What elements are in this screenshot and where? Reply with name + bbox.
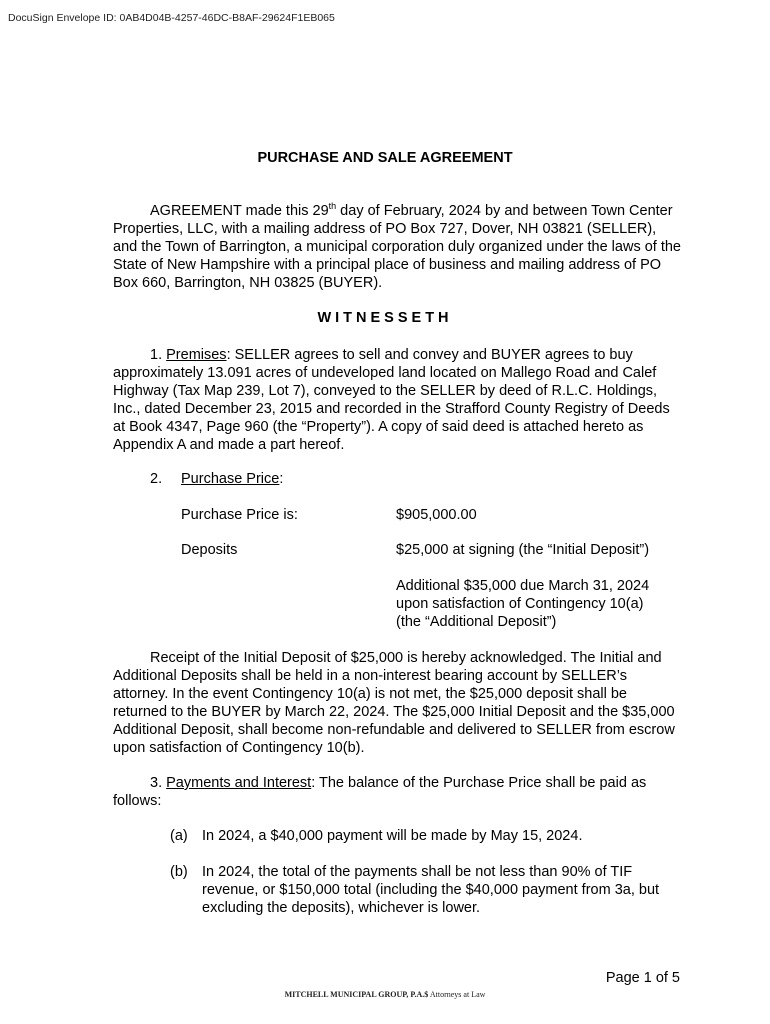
law-firm-footer xyxy=(0,990,770,999)
document-title: PURCHASE AND SALE AGREEMENT xyxy=(257,150,513,166)
list-item-b-text: In 2024, the total of the payments shall be not less than 90% of TIF revenue, or $150,000 total (including the $40,000 payment from 3a, but excluding the deposits), whichever is lower. xyxy=(202,864,660,916)
section-2-colon: : xyxy=(279,471,284,487)
deposit-initial: $25,000 at signing (the “Initial Deposit”) xyxy=(396,542,650,558)
firm-tagline: Attorneys at Law xyxy=(428,990,486,999)
deposit-additional-line-2: upon satisfaction of Contingency 10(a) xyxy=(396,596,644,612)
docusign-envelope-id: DocuSign Envelope ID: 0AB4D04B-4257-46DC-B8AF-29624F1EB065 xyxy=(8,12,335,24)
section-3-paragraph xyxy=(113,774,683,810)
deposit-additional-line-1: Additional $35,000 due March 31, 2024 xyxy=(396,578,650,594)
list-item-b-label: (b) xyxy=(170,864,188,880)
section-2-heading: Purchase Price xyxy=(181,471,280,487)
section-3-heading: Payments and Interest xyxy=(166,775,312,791)
list-item-a-text: In 2024, a $40,000 payment will be made by May 15, 2024. xyxy=(202,828,583,844)
intro-text-start: AGREEMENT made this 29 xyxy=(150,203,329,219)
intro-text-rest: day of February, 2024 by and between Town Center Properties, LLC, with a mailing address of PO Box 727, Dover, NH 03821 (SELLER), and the Town of Barrington, a municipal corporation duly organized under the laws of the State of New Hampshire with a principal place of business and mailing address of PO Box 660, Barrington, NH 03825 (BUYER). xyxy=(113,203,681,291)
section-3-text: : The balance of the Purchase Price shall be paid as follows: xyxy=(113,775,647,809)
witnesseth-heading: WITNESSETH xyxy=(317,310,453,326)
section-2-number: 2. xyxy=(150,471,163,487)
deposits-label: Deposits xyxy=(181,542,238,558)
list-item-a-label: (a) xyxy=(170,828,188,844)
purchase-price-value: $905,000.00 xyxy=(396,507,477,523)
section-1-heading: Premises xyxy=(166,347,227,363)
deposit-receipt-paragraph: Receipt of the Initial Deposit of $25,000 is hereby acknowledged. The Initial and Additional Deposits shall be held in a non-interest bearing account by SELLER’s attorney. In the event Contingency 10(a) is not met, the $25,000 deposit shall be returned to the BUYER by March 22, 2024. The $25,000 Initial Deposit and the $35,000 Additional Deposit, shall become non-refundable and delivered to SELLER from escrow upon satisfaction of Contingency 10(b). xyxy=(113,650,675,756)
section-2-heading-row xyxy=(181,470,283,488)
intro-paragraph xyxy=(113,202,683,292)
section-1-number: 1. xyxy=(150,347,163,363)
intro-superscript: th xyxy=(328,201,337,212)
section-1-text: : SELLER agrees to sell and convey and BUYER agrees to buy approximately 13.091 acres of undeveloped land located on Mallego Road and Calef Highway (Tax Map 239, Lot 7), conveyed to the SELLER by deed of R.L.C. Holdings, Inc., dated December 23, 2015 and recorded in the Strafford County Registry of Deeds at Book 4347, Page 960 (the “Property”). A copy of said deed is attached hereto as Appendix A and made a part hereof. xyxy=(113,347,670,453)
page-number: Page 1 of 5 xyxy=(605,970,680,986)
firm-name: MITCHELL MUNICIPAL GROUP, P.A.$ xyxy=(284,990,429,999)
section-1-paragraph xyxy=(113,346,683,454)
deposit-additional-line-3: (the “Additional Deposit”) xyxy=(396,614,557,630)
section-3-number: 3. xyxy=(150,775,163,791)
purchase-price-label: Purchase Price is: xyxy=(181,507,298,523)
